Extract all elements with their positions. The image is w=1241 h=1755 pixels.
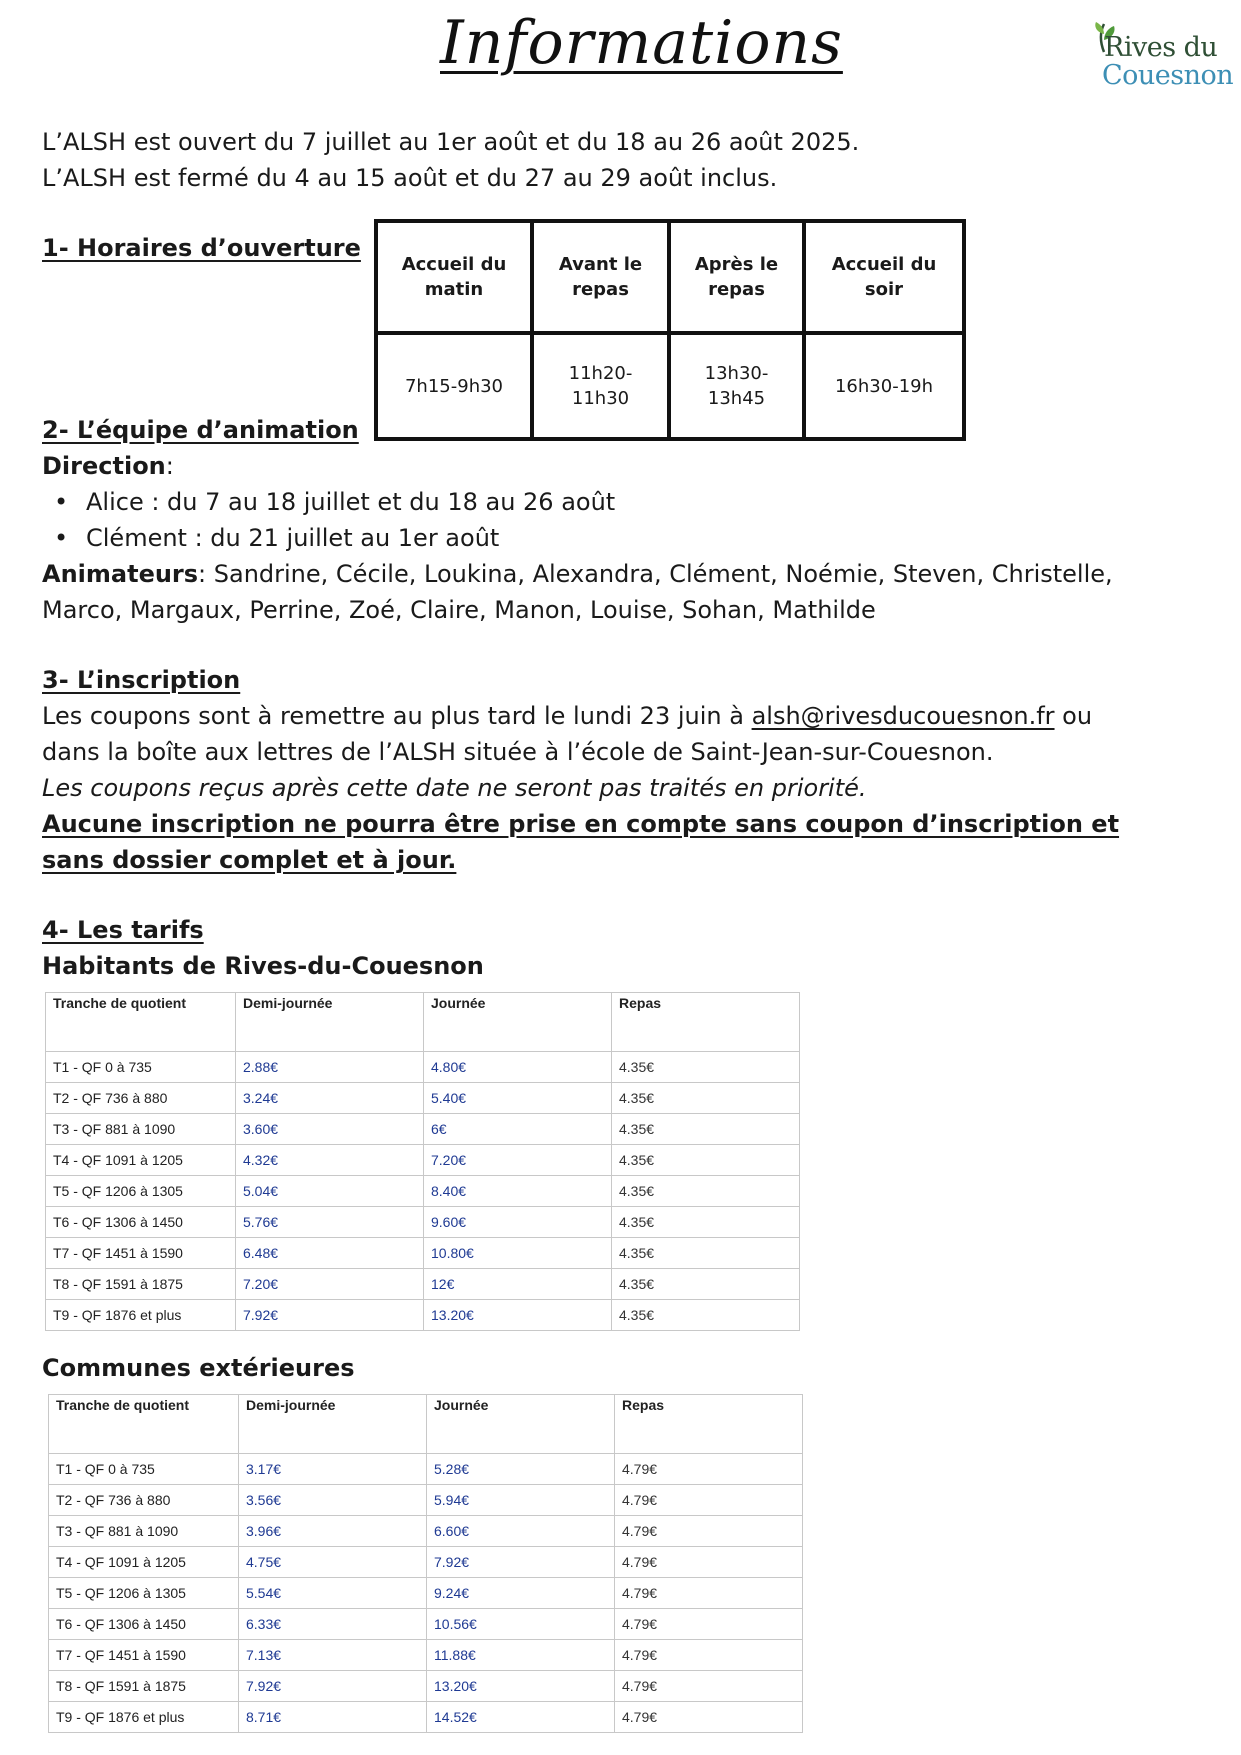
direction-item: Clément : du 21 juillet au 1er août bbox=[86, 524, 500, 552]
table-row bbox=[46, 1300, 800, 1331]
section-2-heading: 2- L’équipe d’animation bbox=[42, 416, 359, 444]
quotient-cell: T4 - QF 1091 à 1205 bbox=[46, 1145, 236, 1176]
column-header: Journée bbox=[424, 993, 612, 1052]
column-header: Tranche de quotient bbox=[46, 993, 236, 1052]
day-price-cell: 5.40€ bbox=[424, 1083, 612, 1114]
hours-header-cell: Avant le repas bbox=[532, 221, 669, 333]
table-row bbox=[49, 1516, 803, 1547]
section-1-heading: 1- Horaires d’ouverture bbox=[42, 234, 361, 262]
day-price-cell: 14.52€ bbox=[427, 1702, 615, 1733]
table-row bbox=[46, 1052, 800, 1083]
half-day-price-cell: 4.32€ bbox=[236, 1145, 424, 1176]
direction-label: Direction bbox=[42, 452, 166, 480]
half-day-price-cell: 8.71€ bbox=[239, 1702, 427, 1733]
table-1-title: Habitants de Rives-du-Couesnon bbox=[42, 952, 484, 980]
half-day-price-cell: 7.20€ bbox=[236, 1269, 424, 1300]
hours-value-cell: 7h15-9h30 bbox=[376, 333, 532, 439]
animateurs-line-1: Animateurs: Sandrine, Cécile, Loukina, Alexandra, Clément, Noémie, Steven, Christelle, bbox=[42, 560, 1113, 588]
meal-price-cell: 4.35€ bbox=[612, 1145, 800, 1176]
table-row bbox=[46, 1238, 800, 1269]
meal-price-cell: 4.79€ bbox=[615, 1671, 803, 1702]
list-bullet: • bbox=[54, 488, 69, 516]
half-day-price-cell: 4.75€ bbox=[239, 1547, 427, 1578]
inscription-note: Les coupons reçus après cette date ne seront pas traités en priorité. bbox=[42, 774, 867, 802]
day-price-cell: 9.60€ bbox=[424, 1207, 612, 1238]
quotient-cell: T7 - QF 1451 à 1590 bbox=[49, 1640, 239, 1671]
day-price-cell: 7.92€ bbox=[427, 1547, 615, 1578]
column-header: Repas bbox=[612, 993, 800, 1052]
hours-header-cell: Accueil du matin bbox=[376, 221, 532, 333]
meal-price-cell: 4.79€ bbox=[615, 1640, 803, 1671]
meal-price-cell: 4.35€ bbox=[612, 1114, 800, 1145]
day-price-cell: 6€ bbox=[424, 1114, 612, 1145]
half-day-price-cell: 6.48€ bbox=[236, 1238, 424, 1269]
direction-line: Direction: bbox=[42, 452, 174, 480]
inscription-warning-1: Aucune inscription ne pourra être prise en compte sans coupon d’inscription et bbox=[42, 810, 1120, 838]
quotient-cell: T6 - QF 1306 à 1450 bbox=[49, 1609, 239, 1640]
table-header-row bbox=[46, 993, 800, 1052]
half-day-price-cell: 7.13€ bbox=[239, 1640, 427, 1671]
meal-price-cell: 4.79€ bbox=[615, 1516, 803, 1547]
hours-header-row bbox=[376, 221, 964, 333]
day-price-cell: 5.94€ bbox=[427, 1485, 615, 1516]
meal-price-cell: 4.79€ bbox=[615, 1578, 803, 1609]
day-price-cell: 8.40€ bbox=[424, 1176, 612, 1207]
half-day-price-cell: 3.17€ bbox=[239, 1454, 427, 1485]
day-price-cell: 13.20€ bbox=[427, 1671, 615, 1702]
hours-value-cell: 16h30-19h bbox=[804, 333, 964, 439]
quotient-cell: T7 - QF 1451 à 1590 bbox=[46, 1238, 236, 1269]
intro-closed-dates: L’ALSH est fermé du 4 au 15 août et du 27 au 29 août inclus. bbox=[42, 164, 778, 192]
table-row bbox=[46, 1176, 800, 1207]
animateurs-label: Animateurs bbox=[42, 560, 199, 588]
hours-header-cell: Accueil du soir bbox=[804, 221, 964, 333]
hours-value-cell: 13h30- 13h45 bbox=[669, 333, 804, 439]
table-row bbox=[49, 1671, 803, 1702]
half-day-price-cell: 3.96€ bbox=[239, 1516, 427, 1547]
half-day-price-cell: 5.04€ bbox=[236, 1176, 424, 1207]
opening-hours-table bbox=[374, 219, 966, 441]
logo-line-1: Rives du bbox=[1104, 32, 1218, 63]
half-day-price-cell: 6.33€ bbox=[239, 1609, 427, 1640]
table-row bbox=[46, 1269, 800, 1300]
logo-line-2: Couesnon bbox=[1102, 60, 1234, 91]
quotient-cell: T2 - QF 736 à 880 bbox=[46, 1083, 236, 1114]
direction-item: Alice : du 7 au 18 juillet et du 18 au 26 août bbox=[86, 488, 616, 516]
half-day-price-cell: 7.92€ bbox=[239, 1671, 427, 1702]
quotient-cell: T5 - QF 1206 à 1305 bbox=[46, 1176, 236, 1207]
day-price-cell: 10.80€ bbox=[424, 1238, 612, 1269]
day-price-cell: 7.20€ bbox=[424, 1145, 612, 1176]
quotient-cell: T6 - QF 1306 à 1450 bbox=[46, 1207, 236, 1238]
table-row bbox=[46, 1114, 800, 1145]
meal-price-cell: 4.35€ bbox=[612, 1300, 800, 1331]
table-2-title: Communes extérieures bbox=[42, 1354, 355, 1382]
table-header-row bbox=[49, 1395, 803, 1454]
table-row bbox=[49, 1640, 803, 1671]
meal-price-cell: 4.79€ bbox=[615, 1454, 803, 1485]
day-price-cell: 6.60€ bbox=[427, 1516, 615, 1547]
table-row bbox=[49, 1547, 803, 1578]
quotient-cell: T1 - QF 0 à 735 bbox=[46, 1052, 236, 1083]
meal-price-cell: 4.79€ bbox=[615, 1609, 803, 1640]
table-row bbox=[46, 1207, 800, 1238]
animateurs-line-2: Marco, Margaux, Perrine, Zoé, Claire, Manon, Louise, Sohan, Mathilde bbox=[42, 596, 876, 624]
tarif-table-residents bbox=[45, 992, 800, 1331]
meal-price-cell: 4.79€ bbox=[615, 1547, 803, 1578]
quotient-cell: T9 - QF 1876 et plus bbox=[49, 1702, 239, 1733]
meal-price-cell: 4.35€ bbox=[612, 1052, 800, 1083]
meal-price-cell: 4.35€ bbox=[612, 1207, 800, 1238]
quotient-cell: T3 - QF 881 à 1090 bbox=[49, 1516, 239, 1547]
quotient-cell: T2 - QF 736 à 880 bbox=[49, 1485, 239, 1516]
table-row bbox=[49, 1702, 803, 1733]
quotient-cell: T3 - QF 881 à 1090 bbox=[46, 1114, 236, 1145]
day-price-cell: 10.56€ bbox=[427, 1609, 615, 1640]
table-row bbox=[49, 1578, 803, 1609]
column-header: Repas bbox=[615, 1395, 803, 1454]
section-3-heading: 3- L’inscription bbox=[42, 666, 241, 694]
hours-value-cell: 11h20- 11h30 bbox=[532, 333, 669, 439]
list-bullet: • bbox=[54, 524, 69, 552]
half-day-price-cell: 3.24€ bbox=[236, 1083, 424, 1114]
half-day-price-cell: 3.60€ bbox=[236, 1114, 424, 1145]
hours-header-cell: Après le repas bbox=[669, 221, 804, 333]
day-price-cell: 5.28€ bbox=[427, 1454, 615, 1485]
meal-price-cell: 4.35€ bbox=[612, 1269, 800, 1300]
quotient-cell: T1 - QF 0 à 735 bbox=[49, 1454, 239, 1485]
page-title: Informations bbox=[440, 8, 843, 78]
meal-price-cell: 4.79€ bbox=[615, 1485, 803, 1516]
meal-price-cell: 4.35€ bbox=[612, 1238, 800, 1269]
table-row bbox=[49, 1485, 803, 1516]
quotient-cell: T5 - QF 1206 à 1305 bbox=[49, 1578, 239, 1609]
hours-value-row bbox=[376, 333, 964, 439]
intro-open-dates: L’ALSH est ouvert du 7 juillet au 1er août et du 18 au 26 août 2025. bbox=[42, 128, 860, 156]
quotient-cell: T9 - QF 1876 et plus bbox=[46, 1300, 236, 1331]
table-row bbox=[49, 1454, 803, 1485]
day-price-cell: 12€ bbox=[424, 1269, 612, 1300]
meal-price-cell: 4.35€ bbox=[612, 1176, 800, 1207]
half-day-price-cell: 7.92€ bbox=[236, 1300, 424, 1331]
column-header: Demi-journée bbox=[236, 993, 424, 1052]
table-row bbox=[46, 1083, 800, 1114]
half-day-price-cell: 5.54€ bbox=[239, 1578, 427, 1609]
meal-price-cell: 4.79€ bbox=[615, 1702, 803, 1733]
day-price-cell: 13.20€ bbox=[424, 1300, 612, 1331]
day-price-cell: 4.80€ bbox=[424, 1052, 612, 1083]
inscription-line-1: Les coupons sont à remettre au plus tard le lundi 23 juin à alsh@rivesducouesnon.fr ou bbox=[42, 702, 1093, 730]
day-price-cell: 11.88€ bbox=[427, 1640, 615, 1671]
column-header: Demi-journée bbox=[239, 1395, 427, 1454]
quotient-cell: T8 - QF 1591 à 1875 bbox=[49, 1671, 239, 1702]
tarif-table-external bbox=[48, 1394, 803, 1733]
section-4-heading: 4- Les tarifs bbox=[42, 916, 204, 944]
table-row bbox=[46, 1145, 800, 1176]
email-link[interactable]: alsh@rivesducouesnon.fr bbox=[751, 702, 1055, 730]
column-header: Tranche de quotient bbox=[49, 1395, 239, 1454]
rives-du-couesnon-logo bbox=[1090, 20, 1234, 91]
table-row bbox=[49, 1609, 803, 1640]
inscription-warning-2: sans dossier complet et à jour. bbox=[42, 846, 457, 874]
half-day-price-cell: 2.88€ bbox=[236, 1052, 424, 1083]
meal-price-cell: 4.35€ bbox=[612, 1083, 800, 1114]
column-header: Journée bbox=[427, 1395, 615, 1454]
inscription-line-2: dans la boîte aux lettres de l’ALSH située à l’école de Saint-Jean-sur-Couesnon. bbox=[42, 738, 994, 766]
day-price-cell: 9.24€ bbox=[427, 1578, 615, 1609]
half-day-price-cell: 3.56€ bbox=[239, 1485, 427, 1516]
half-day-price-cell: 5.76€ bbox=[236, 1207, 424, 1238]
quotient-cell: T8 - QF 1591 à 1875 bbox=[46, 1269, 236, 1300]
quotient-cell: T4 - QF 1091 à 1205 bbox=[49, 1547, 239, 1578]
